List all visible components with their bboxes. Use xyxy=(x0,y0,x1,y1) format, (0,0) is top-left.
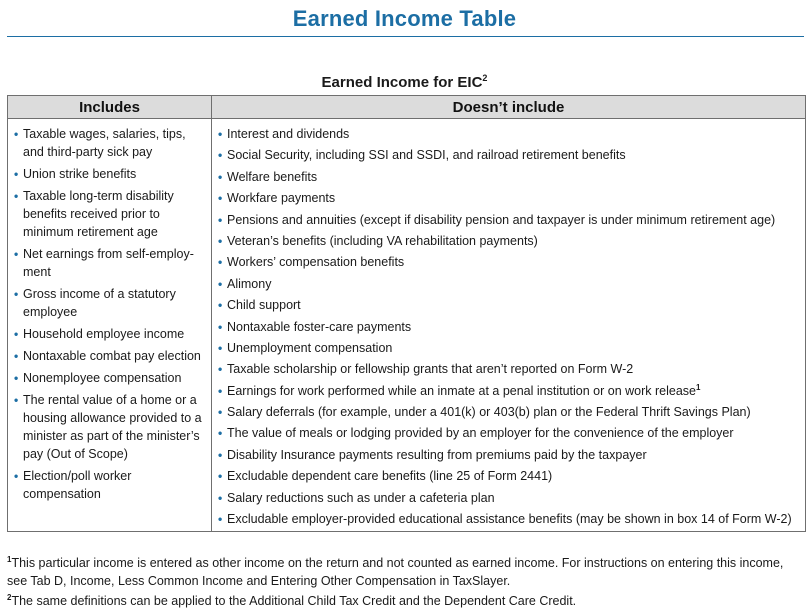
list-item: • Veteran’s benefits (including VA rehabilitation payments) xyxy=(218,233,538,248)
excludes-column-header: Doesn’t include xyxy=(212,96,806,119)
list-item: • Excludable employer-provided educational assistance benefits (may be shown in box 14 of Form W-2) xyxy=(218,512,792,527)
list-item: • The value of meals or lodging provided by an employer for the convenience of the employer xyxy=(218,426,734,441)
bullet-icon: • xyxy=(14,349,19,363)
bullet-icon: • xyxy=(14,469,19,483)
footnote-1 xyxy=(7,554,805,590)
list-item: • Alimony xyxy=(218,276,272,291)
bullet-icon: • xyxy=(14,247,19,261)
footnote-mark: 1 xyxy=(696,382,701,392)
list-item: • Union strike benefits xyxy=(14,167,137,181)
bullet-icon: • xyxy=(218,490,223,505)
list-item: • Taxable long-term disability benefits received prior to minimum retirement age xyxy=(14,189,174,239)
list-item: • Excludable dependent care benefits (line 25 of Form 2441) xyxy=(218,469,553,484)
table-caption-text: Earned Income for EIC xyxy=(321,74,483,91)
excludes-list xyxy=(212,119,805,528)
list-item: • Nontaxable combat pay election xyxy=(14,349,201,363)
footnote-1-text: This particular income is entered as other income on the return and not counted as earned income. For instructions on entering this income, see Tab D, Income, Less Common Income and Entering Other Compensation in TaxSlayer. xyxy=(7,556,784,588)
list-item: • Child support xyxy=(218,298,301,313)
bullet-icon: • xyxy=(218,447,223,462)
bullet-icon: • xyxy=(14,189,19,203)
includes-cell xyxy=(8,119,212,532)
bullet-icon: • xyxy=(218,298,223,313)
bullet-icon: • xyxy=(14,393,19,407)
list-item: • Net earnings from self-employ-ment xyxy=(14,247,194,279)
page-title: Earned Income Table xyxy=(292,6,517,31)
list-item: • The rental value of a home or a housing allowance provided to a minister as part of the minister’s pay (Out of Scope) xyxy=(14,393,202,461)
list-item: • Interest and dividends xyxy=(218,127,350,141)
bullet-icon: • xyxy=(218,405,223,420)
bullet-icon: • xyxy=(218,191,223,206)
footnote-1-mark: 1 xyxy=(7,554,12,564)
list-item: • Earnings for work performed while an inmate at a penal institution or on work release$^1$ xyxy=(218,382,701,398)
bullet-icon: • xyxy=(218,212,223,227)
list-item: • Social Security, including SSI and SSDI, and railroad retirement benefits xyxy=(218,148,626,163)
table-header-row xyxy=(8,96,806,119)
list-item: • Taxable scholarship or fellowship grants that aren’t reported on Form W-2 xyxy=(218,362,634,377)
list-item: • Disability Insurance payments resulting from premiums paid by the taxpayer xyxy=(218,447,647,462)
table-caption xyxy=(0,74,809,91)
bullet-icon: • xyxy=(14,287,19,301)
bullet-icon: • xyxy=(218,340,223,355)
bullet-icon: • xyxy=(218,148,223,163)
footnote-2-mark: 2 xyxy=(7,592,12,602)
excludes-cell xyxy=(212,119,806,532)
table-body-row xyxy=(8,119,806,532)
bullet-icon: • xyxy=(218,362,223,377)
bullet-icon: • xyxy=(218,383,223,398)
bullet-icon: • xyxy=(218,276,223,291)
bullet-icon: • xyxy=(218,255,223,270)
list-item: • Welfare benefits xyxy=(218,169,318,184)
footnote-2-text: The same definitions can be applied to the Additional Child Tax Credit and the Dependent Care Credit. xyxy=(11,594,577,608)
list-item: • Salary deferrals (for example, under a 401(k) or 403(b) plan or the Federal Thrift Savings Plan) xyxy=(218,405,751,420)
bullet-icon: • xyxy=(14,371,19,385)
bullet-icon: • xyxy=(14,327,19,341)
bullet-icon: • xyxy=(218,512,223,527)
bullet-icon: • xyxy=(218,426,223,441)
list-item: • Workers’ compensation benefits xyxy=(218,255,405,270)
includes-column-header: Includes xyxy=(8,96,212,119)
list-item: • Workfare payments xyxy=(218,191,336,206)
list-item: • Pensions and annuities (except if disability pension and taxpayer is under minimum retirement age) xyxy=(218,212,776,227)
bullet-icon: • xyxy=(218,319,223,334)
list-item: • Election/poll worker compensation xyxy=(14,469,132,501)
footnote-2 xyxy=(7,592,805,610)
list-item: • Unemployment compensation xyxy=(218,340,393,355)
list-item: • Gross income of a statutory employee xyxy=(14,287,176,319)
list-item: • Household employee income xyxy=(14,327,185,341)
includes-list xyxy=(8,119,211,503)
bullet-icon: • xyxy=(218,233,223,248)
earned-income-table xyxy=(7,95,806,532)
list-item: • Taxable wages, salaries, tips, and third-party sick pay xyxy=(14,127,186,159)
bullet-icon: • xyxy=(14,127,19,141)
list-item: • Nontaxable foster-care payments xyxy=(218,319,412,334)
bullet-icon: • xyxy=(218,127,223,141)
bullet-icon: • xyxy=(218,169,223,184)
bullet-icon: • xyxy=(14,167,19,181)
list-item: • Nonemployee compensation xyxy=(14,371,182,385)
list-item: • Salary reductions such as under a cafeteria plan xyxy=(218,490,495,505)
bullet-icon: • xyxy=(218,469,223,484)
title-divider xyxy=(7,36,804,37)
table-caption-footnote-mark: 2 xyxy=(482,73,488,83)
